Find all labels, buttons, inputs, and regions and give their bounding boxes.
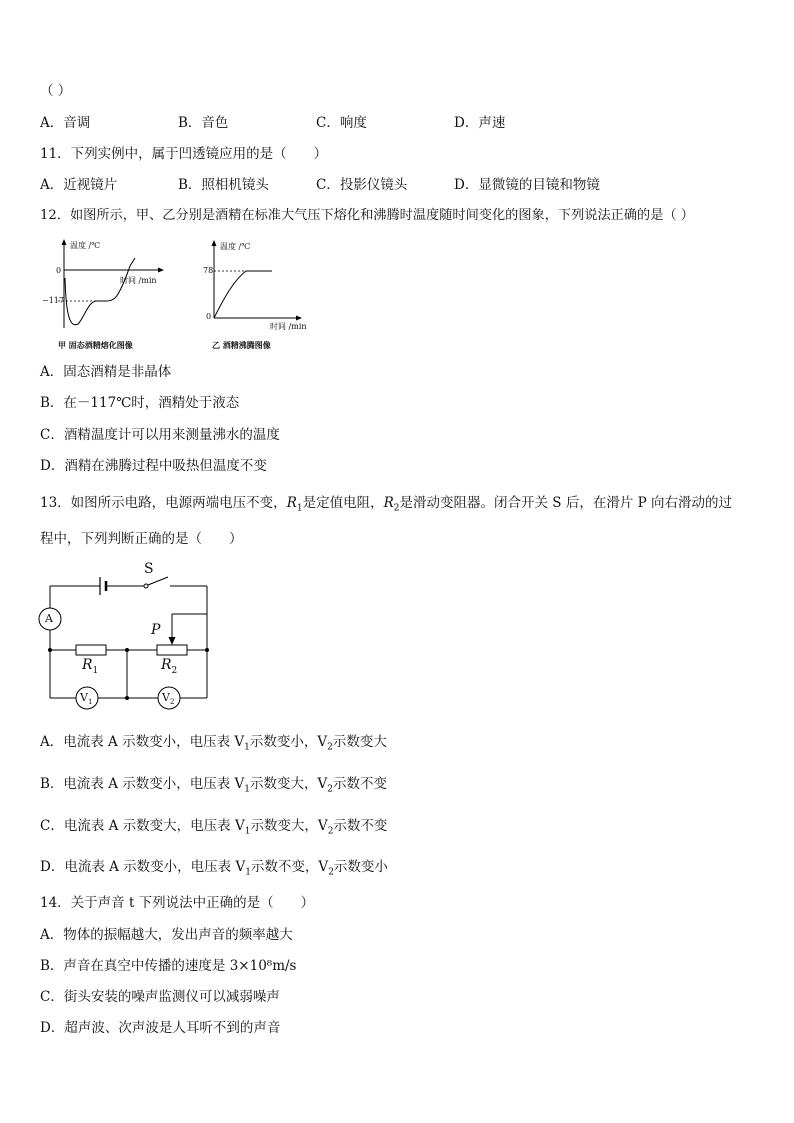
- q14-option-c[interactable]: C．街头安装的噪声监测仪可以减弱噪声: [40, 989, 280, 1005]
- circuit-v2-label: [162, 691, 174, 706]
- q14-option-d[interactable]: D．超声波、次声波是人耳听不到的声音: [40, 1020, 281, 1036]
- q13-option-c-sub1: 1: [244, 826, 251, 837]
- circuit-v2-sub: 2: [169, 698, 175, 707]
- q13-option-a-sub2: 2: [327, 742, 333, 753]
- q13-option-d-text2: 示数不变，V: [250, 859, 329, 875]
- boiling-graph-tick-78: 78: [203, 266, 214, 275]
- q13-option-a[interactable]: [40, 733, 387, 757]
- circuit-switch-label: S: [144, 561, 154, 577]
- q13-option-a-text1: A．电流表 A 示数变小，电压表 V: [40, 734, 245, 750]
- circuit-v1-label: [80, 691, 92, 706]
- q13-option-d[interactable]: [40, 858, 388, 882]
- q14-stem: 14．关于声音 t 下列说法中正确的是（ ）: [40, 895, 315, 911]
- q13-option-b[interactable]: [40, 775, 387, 799]
- q14-option-a[interactable]: A．物体的振幅越大，发出声音的频率越大: [40, 927, 293, 943]
- q11-option-d[interactable]: D．显微镜的目镜和物镜: [454, 177, 600, 193]
- circuit-r2-label: [161, 657, 177, 676]
- q13-stem-r1-sub: 1: [296, 503, 303, 514]
- q13-option-b-text1: B．电流表 A 示数变小，电压表 V: [40, 776, 245, 792]
- melting-graph: [38, 236, 178, 351]
- q12-option-a[interactable]: A．固态酒精是非晶体: [40, 364, 172, 380]
- q13-stem-line1: [40, 494, 732, 518]
- q12-option-d[interactable]: D．酒精在沸腾过程中吸热但温度不变: [40, 458, 267, 474]
- melting-graph-tick-0: 0: [56, 266, 62, 275]
- q13-stem-r1: R: [286, 495, 297, 511]
- q12-option-b[interactable]: B．在－117℃时，酒精处于液态: [40, 395, 240, 411]
- circuit-ammeter-label: A: [45, 612, 53, 625]
- q13-option-c-text3: 示数不变: [333, 818, 388, 834]
- q13-stem-r2-sub: 2: [393, 503, 400, 514]
- q13-option-b-sub2: 2: [327, 784, 334, 795]
- circuit-v1-sub: 1: [87, 698, 93, 707]
- q13-option-a-text2: 示数变小，V: [249, 734, 328, 750]
- q14-option-b[interactable]: B．声音在真空中传播的速度是 3×10⁸m/s: [40, 958, 297, 974]
- q13-stem-line2: 程中，下列判断正确的是（ ）: [40, 531, 243, 547]
- q13-option-d-text1: D．电流表 A 示数变小，电压表 V: [40, 859, 246, 875]
- circuit-slider-label: P: [151, 622, 161, 638]
- q13-option-c-text2: 示数变大，V: [250, 818, 328, 834]
- melting-graph-tick-neg117: −117: [42, 296, 64, 305]
- boiling-graph: [198, 236, 318, 331]
- circuit-r1-sub: 1: [92, 665, 99, 676]
- q13-option-c-sub2: 2: [327, 826, 334, 837]
- resistor-r1: [76, 645, 106, 655]
- boiling-graph-xlabel: 时间 /min: [270, 322, 307, 331]
- q13-option-c-text1: C．电流表 A 示数变大，电压表 V: [40, 818, 245, 834]
- q13-option-b-sub1: 1: [244, 784, 251, 795]
- circuit-diagram: [30, 558, 230, 718]
- q11-option-c[interactable]: C．投影仪镜头: [316, 177, 408, 193]
- q11-option-b[interactable]: B．照相机镜头: [178, 177, 269, 193]
- circuit-r1-label: [82, 657, 98, 676]
- q13-stem-part-b: 是定值电阻，: [302, 495, 384, 511]
- circuit-r2-sub: 2: [171, 665, 178, 676]
- q10-option-c[interactable]: C．响度: [316, 115, 367, 131]
- q10-option-b[interactable]: B．音色: [178, 115, 229, 131]
- q13-option-d-text3: 示数变小: [333, 859, 388, 875]
- q13-stem-part-a: 13．如图所示电路，电源两端电压不变，: [40, 495, 287, 511]
- resistor-r2: [157, 645, 187, 655]
- q11-stem: 11．下列实例中，属于凹透镜应用的是（ ）: [40, 146, 328, 162]
- boiling-graph-tick-0: 0: [206, 312, 212, 321]
- circuit-r2-letter: R: [161, 657, 172, 673]
- circuit-v1-letter: V: [80, 691, 88, 704]
- melting-graph-xlabel: 时间 /min: [120, 276, 157, 285]
- q13-option-c[interactable]: [40, 817, 387, 841]
- boiling-graph-ylabel: 温度 /℃: [220, 242, 251, 251]
- q13-option-b-text2: 示数变大，V: [250, 776, 328, 792]
- q12-option-c[interactable]: C．酒精温度计可以用来测量沸水的温度: [40, 427, 280, 443]
- q13-option-d-sub2: 2: [328, 867, 334, 878]
- melting-graph-caption: 甲 固态酒精熔化图像: [58, 340, 133, 350]
- q12-stem: 12．如图所示，甲、乙分别是酒精在标准大气压下熔化和沸腾时温度随时间变化的图象，下列说法正确的是（ ）: [40, 208, 694, 223]
- circuit-v2-letter: V: [162, 691, 170, 704]
- boiling-graph-caption: 乙 酒精沸腾图像: [212, 340, 271, 350]
- q13-stem-part-c: 是滑动变阻器。闭合开关 S 后，在滑片 P 向右滑动的过: [399, 495, 732, 511]
- q13-option-b-text3: 示数不变: [333, 776, 388, 792]
- q10-paren: （ ）: [40, 83, 72, 99]
- q13-option-a-sub1: 1: [244, 742, 250, 753]
- q10-option-d[interactable]: D．声速: [454, 115, 506, 131]
- q13-option-d-sub1: 1: [245, 867, 251, 878]
- circuit-r1-letter: R: [82, 657, 93, 673]
- melting-graph-ylabel: 温度 /℃: [70, 241, 101, 250]
- q13-option-a-text3: 示数变大: [332, 734, 387, 750]
- q10-option-a[interactable]: A．音调: [40, 115, 91, 131]
- q11-option-a[interactable]: A．近视镜片: [40, 177, 118, 193]
- q13-stem-r2: R: [383, 495, 394, 511]
